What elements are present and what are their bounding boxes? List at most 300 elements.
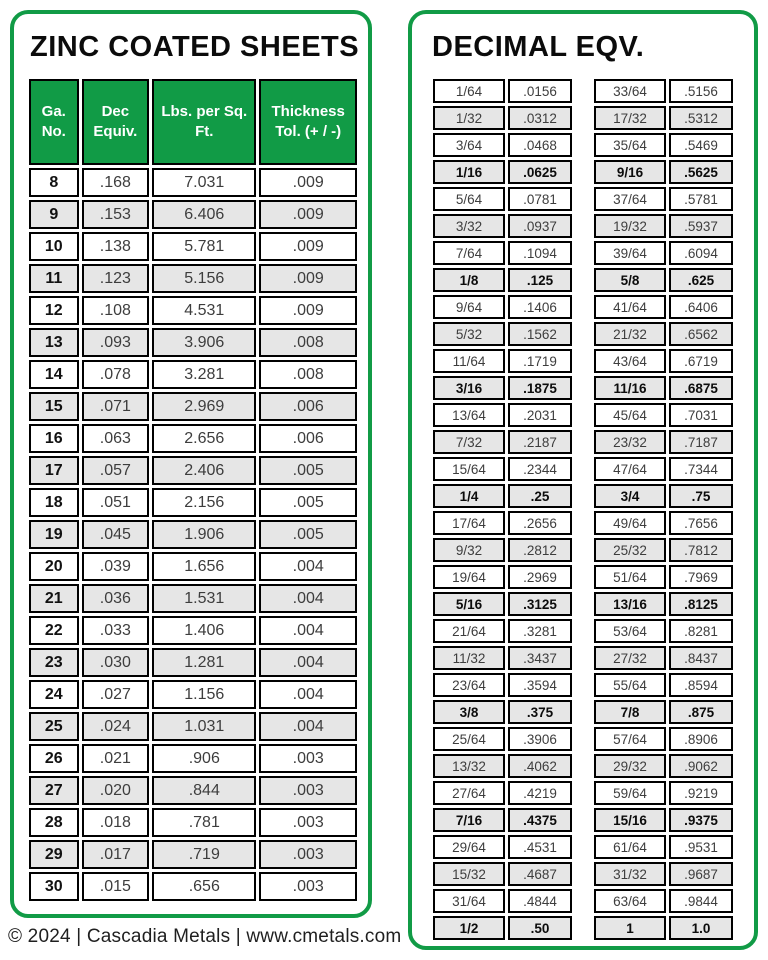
decimal-table-row bbox=[433, 700, 572, 724]
gauge-number-cell: 19 bbox=[29, 520, 79, 549]
fraction-cell: 3/8 bbox=[433, 700, 505, 724]
value-cell: .844 bbox=[152, 776, 256, 805]
value-cell: .071 bbox=[82, 392, 150, 421]
decimal-table-row bbox=[433, 133, 572, 157]
decimal-value-cell: .1406 bbox=[508, 295, 572, 319]
zinc-table-header-row bbox=[29, 79, 357, 165]
fraction-cell: 23/32 bbox=[594, 430, 666, 454]
zinc-table-row bbox=[29, 520, 357, 549]
fraction-cell: 31/32 bbox=[594, 862, 666, 886]
value-cell: .021 bbox=[82, 744, 150, 773]
gauge-number-cell: 11 bbox=[29, 264, 79, 293]
fraction-cell: 11/64 bbox=[433, 349, 505, 373]
decimal-table-row bbox=[433, 619, 572, 643]
value-cell: .168 bbox=[82, 168, 150, 197]
fraction-cell: 3/32 bbox=[433, 214, 505, 238]
decimal-table-row bbox=[594, 619, 733, 643]
decimal-value-cell: .0468 bbox=[508, 133, 572, 157]
decimal-table-row bbox=[433, 457, 572, 481]
value-cell: 1.156 bbox=[152, 680, 256, 709]
decimal-value-cell: .5156 bbox=[669, 79, 733, 103]
decimal-value-cell: .7187 bbox=[669, 430, 733, 454]
value-cell: .009 bbox=[259, 296, 357, 325]
gauge-number-cell: 13 bbox=[29, 328, 79, 357]
gauge-number-cell: 23 bbox=[29, 648, 79, 677]
gauge-number-cell: 25 bbox=[29, 712, 79, 741]
decimal-table-row bbox=[433, 268, 572, 292]
fraction-cell: 9/16 bbox=[594, 160, 666, 184]
value-cell: .004 bbox=[259, 648, 357, 677]
decimal-table-row bbox=[433, 295, 572, 319]
gauge-number-cell: 16 bbox=[29, 424, 79, 453]
fraction-cell: 19/32 bbox=[594, 214, 666, 238]
fraction-cell: 47/64 bbox=[594, 457, 666, 481]
value-cell: .006 bbox=[259, 424, 357, 453]
decimal-value-cell: .2812 bbox=[508, 538, 572, 562]
value-cell: .005 bbox=[259, 488, 357, 517]
decimal-table-row bbox=[433, 808, 572, 832]
value-cell: 2.406 bbox=[152, 456, 256, 485]
zinc-table-row bbox=[29, 840, 357, 869]
fraction-cell: 1/16 bbox=[433, 160, 505, 184]
decimal-value-cell: .2656 bbox=[508, 511, 572, 535]
decimal-value-cell: .2344 bbox=[508, 457, 572, 481]
decimal-table-row bbox=[433, 322, 572, 346]
value-cell: .006 bbox=[259, 392, 357, 421]
zinc-sheets-title: ZINC COATED SHEETS bbox=[30, 31, 360, 63]
fraction-cell: 17/32 bbox=[594, 106, 666, 130]
decimal-value-cell: .6875 bbox=[669, 376, 733, 400]
decimal-value-cell: .3906 bbox=[508, 727, 572, 751]
zinc-table-row bbox=[29, 200, 357, 229]
decimal-value-cell: .4375 bbox=[508, 808, 572, 832]
fraction-cell: 45/64 bbox=[594, 403, 666, 427]
decimal-value-cell: .7031 bbox=[669, 403, 733, 427]
value-cell: .051 bbox=[82, 488, 150, 517]
fraction-cell: 27/64 bbox=[433, 781, 505, 805]
value-cell: .045 bbox=[82, 520, 150, 549]
decimal-value-cell: .3594 bbox=[508, 673, 572, 697]
decimal-value-cell: .9375 bbox=[669, 808, 733, 832]
value-cell: .781 bbox=[152, 808, 256, 837]
value-cell: .057 bbox=[82, 456, 150, 485]
gauge-number-cell: 15 bbox=[29, 392, 79, 421]
value-cell: .008 bbox=[259, 360, 357, 389]
fraction-cell: 39/64 bbox=[594, 241, 666, 265]
decimal-table-row bbox=[594, 835, 733, 859]
decimal-value-cell: .1875 bbox=[508, 376, 572, 400]
value-cell: 4.531 bbox=[152, 296, 256, 325]
value-cell: .027 bbox=[82, 680, 150, 709]
value-cell: .004 bbox=[259, 712, 357, 741]
decimal-table-row bbox=[433, 160, 572, 184]
decimal-value-cell: 1.0 bbox=[669, 916, 733, 940]
value-cell: .093 bbox=[82, 328, 150, 357]
gauge-number-cell: 10 bbox=[29, 232, 79, 261]
fraction-cell: 1/8 bbox=[433, 268, 505, 292]
decimal-value-cell: .9531 bbox=[669, 835, 733, 859]
decimal-table-row bbox=[594, 430, 733, 454]
gauge-number-cell: 8 bbox=[29, 168, 79, 197]
zinc-table-row bbox=[29, 424, 357, 453]
value-cell: .108 bbox=[82, 296, 150, 325]
decimal-table-row bbox=[594, 673, 733, 697]
fraction-cell: 1/2 bbox=[433, 916, 505, 940]
fraction-cell: 25/64 bbox=[433, 727, 505, 751]
value-cell: .030 bbox=[82, 648, 150, 677]
value-cell: .004 bbox=[259, 552, 357, 581]
fraction-cell: 15/16 bbox=[594, 808, 666, 832]
gauge-number-cell: 14 bbox=[29, 360, 79, 389]
decimal-value-cell: .1094 bbox=[508, 241, 572, 265]
decimal-value-cell: .8906 bbox=[669, 727, 733, 751]
decimal-value-cell: .875 bbox=[669, 700, 733, 724]
decimal-table-row bbox=[433, 106, 572, 130]
fraction-cell: 3/16 bbox=[433, 376, 505, 400]
decimal-value-cell: .0937 bbox=[508, 214, 572, 238]
decimal-table-right bbox=[591, 76, 736, 943]
decimal-value-cell: .9844 bbox=[669, 889, 733, 913]
zinc-table-row bbox=[29, 296, 357, 325]
value-cell: .004 bbox=[259, 616, 357, 645]
decimal-table-row bbox=[594, 754, 733, 778]
fraction-cell: 15/32 bbox=[433, 862, 505, 886]
decimal-table-row bbox=[433, 835, 572, 859]
zinc-table-row bbox=[29, 456, 357, 485]
decimal-table-row bbox=[433, 484, 572, 508]
value-cell: .036 bbox=[82, 584, 150, 613]
decimal-table-left bbox=[430, 76, 575, 943]
fraction-cell: 11/16 bbox=[594, 376, 666, 400]
decimal-value-cell: .6094 bbox=[669, 241, 733, 265]
value-cell: .017 bbox=[82, 840, 150, 869]
fraction-cell: 35/64 bbox=[594, 133, 666, 157]
decimal-table-row bbox=[594, 295, 733, 319]
decimal-value-cell: .9687 bbox=[669, 862, 733, 886]
value-cell: 1.031 bbox=[152, 712, 256, 741]
value-cell: .003 bbox=[259, 776, 357, 805]
fraction-cell: 51/64 bbox=[594, 565, 666, 589]
decimal-value-cell: .0625 bbox=[508, 160, 572, 184]
zinc-table-row bbox=[29, 712, 357, 741]
decimal-value-cell: .5312 bbox=[669, 106, 733, 130]
decimal-value-cell: .4687 bbox=[508, 862, 572, 886]
decimal-value-cell: .2187 bbox=[508, 430, 572, 454]
zinc-table-row bbox=[29, 584, 357, 613]
decimal-table-row bbox=[433, 241, 572, 265]
fraction-cell: 41/64 bbox=[594, 295, 666, 319]
value-cell: .004 bbox=[259, 680, 357, 709]
decimal-table-row bbox=[433, 403, 572, 427]
decimal-value-cell: .375 bbox=[508, 700, 572, 724]
decimal-table-row bbox=[594, 781, 733, 805]
value-cell: .003 bbox=[259, 872, 357, 901]
decimal-value-cell: .8437 bbox=[669, 646, 733, 670]
zinc-table-row bbox=[29, 680, 357, 709]
decimal-value-cell: .5469 bbox=[669, 133, 733, 157]
decimal-value-cell: .9062 bbox=[669, 754, 733, 778]
decimal-table-row bbox=[594, 592, 733, 616]
value-cell: 5.156 bbox=[152, 264, 256, 293]
value-cell: .003 bbox=[259, 744, 357, 773]
value-cell: 1.906 bbox=[152, 520, 256, 549]
fraction-cell: 19/64 bbox=[433, 565, 505, 589]
decimal-table-row bbox=[594, 322, 733, 346]
value-cell: 1.281 bbox=[152, 648, 256, 677]
value-cell: .008 bbox=[259, 328, 357, 357]
decimal-table-row bbox=[433, 889, 572, 913]
fraction-cell: 27/32 bbox=[594, 646, 666, 670]
decimal-table-row bbox=[594, 214, 733, 238]
fraction-cell: 7/64 bbox=[433, 241, 505, 265]
value-cell: .138 bbox=[82, 232, 150, 261]
decimal-table-row bbox=[433, 214, 572, 238]
fraction-cell: 53/64 bbox=[594, 619, 666, 643]
decimal-table-row bbox=[433, 79, 572, 103]
fraction-cell: 9/64 bbox=[433, 295, 505, 319]
decimal-table-row bbox=[594, 106, 733, 130]
zinc-table-row bbox=[29, 552, 357, 581]
decimal-value-cell: .2031 bbox=[508, 403, 572, 427]
fraction-cell: 1/64 bbox=[433, 79, 505, 103]
gauge-number-cell: 24 bbox=[29, 680, 79, 709]
decimal-value-cell: .50 bbox=[508, 916, 572, 940]
gauge-number-cell: 22 bbox=[29, 616, 79, 645]
decimal-table-row bbox=[594, 565, 733, 589]
decimal-value-cell: .125 bbox=[508, 268, 572, 292]
decimal-table-row bbox=[594, 241, 733, 265]
decimal-value-cell: .4062 bbox=[508, 754, 572, 778]
value-cell: .033 bbox=[82, 616, 150, 645]
decimal-table-row bbox=[594, 700, 733, 724]
gauge-number-cell: 20 bbox=[29, 552, 79, 581]
decimal-value-cell: .3437 bbox=[508, 646, 572, 670]
decimal-value-cell: .7969 bbox=[669, 565, 733, 589]
zinc-table-row bbox=[29, 872, 357, 901]
value-cell: .009 bbox=[259, 232, 357, 261]
decimal-table-row bbox=[433, 916, 572, 940]
decimal-value-cell: .25 bbox=[508, 484, 572, 508]
zinc-table-row bbox=[29, 232, 357, 261]
decimal-value-cell: .625 bbox=[669, 268, 733, 292]
decimal-table-row bbox=[594, 889, 733, 913]
value-cell: 2.156 bbox=[152, 488, 256, 517]
value-cell: .063 bbox=[82, 424, 150, 453]
fraction-cell: 43/64 bbox=[594, 349, 666, 373]
value-cell: 3.281 bbox=[152, 360, 256, 389]
decimal-table-row bbox=[433, 538, 572, 562]
fraction-cell: 29/32 bbox=[594, 754, 666, 778]
zinc-table-row bbox=[29, 616, 357, 645]
decimal-value-cell: .5937 bbox=[669, 214, 733, 238]
value-cell: .009 bbox=[259, 168, 357, 197]
fraction-cell: 57/64 bbox=[594, 727, 666, 751]
decimal-table-row bbox=[594, 187, 733, 211]
fraction-cell: 63/64 bbox=[594, 889, 666, 913]
decimal-table-row bbox=[594, 538, 733, 562]
decimal-value-cell: .1562 bbox=[508, 322, 572, 346]
value-cell: 2.656 bbox=[152, 424, 256, 453]
value-cell: .003 bbox=[259, 840, 357, 869]
decimal-table-row bbox=[594, 133, 733, 157]
fraction-cell: 13/64 bbox=[433, 403, 505, 427]
gauge-number-cell: 17 bbox=[29, 456, 79, 485]
zinc-column-header: Dec Equiv. bbox=[82, 79, 150, 165]
footer-credit: © 2024 | Cascadia Metals | www.cmetals.com bbox=[8, 926, 402, 947]
decimal-value-cell: .1719 bbox=[508, 349, 572, 373]
decimal-table-row bbox=[433, 754, 572, 778]
gauge-number-cell: 12 bbox=[29, 296, 79, 325]
fraction-cell: 31/64 bbox=[433, 889, 505, 913]
fraction-cell: 5/64 bbox=[433, 187, 505, 211]
decimal-table-row bbox=[594, 79, 733, 103]
zinc-table-row bbox=[29, 648, 357, 677]
zinc-table-row bbox=[29, 808, 357, 837]
decimal-table-row bbox=[594, 160, 733, 184]
decimal-table-row bbox=[594, 349, 733, 373]
decimal-value-cell: .8281 bbox=[669, 619, 733, 643]
fraction-cell: 9/32 bbox=[433, 538, 505, 562]
fraction-cell: 13/32 bbox=[433, 754, 505, 778]
decimal-value-cell: .5781 bbox=[669, 187, 733, 211]
fraction-cell: 59/64 bbox=[594, 781, 666, 805]
value-cell: .078 bbox=[82, 360, 150, 389]
decimal-value-cell: .0156 bbox=[508, 79, 572, 103]
value-cell: .005 bbox=[259, 456, 357, 485]
decimal-tables-container bbox=[412, 76, 754, 943]
fraction-cell: 7/16 bbox=[433, 808, 505, 832]
zinc-table-row bbox=[29, 360, 357, 389]
decimal-table-row bbox=[433, 781, 572, 805]
decimal-value-cell: .7656 bbox=[669, 511, 733, 535]
gauge-number-cell: 29 bbox=[29, 840, 79, 869]
decimal-value-cell: .6562 bbox=[669, 322, 733, 346]
decimal-value-cell: .0312 bbox=[508, 106, 572, 130]
zinc-table-row bbox=[29, 488, 357, 517]
fraction-cell: 17/64 bbox=[433, 511, 505, 535]
zinc-column-header: Ga. No. bbox=[29, 79, 79, 165]
decimal-table-row bbox=[433, 430, 572, 454]
decimal-value-cell: .2969 bbox=[508, 565, 572, 589]
gauge-number-cell: 28 bbox=[29, 808, 79, 837]
value-cell: .009 bbox=[259, 264, 357, 293]
decimal-value-cell: .9219 bbox=[669, 781, 733, 805]
gauge-number-cell: 18 bbox=[29, 488, 79, 517]
decimal-table-row bbox=[433, 592, 572, 616]
decimal-table-row bbox=[594, 727, 733, 751]
zinc-table-row bbox=[29, 744, 357, 773]
zinc-table-row bbox=[29, 392, 357, 421]
value-cell: 1.531 bbox=[152, 584, 256, 613]
value-cell: 5.781 bbox=[152, 232, 256, 261]
decimal-value-cell: .4531 bbox=[508, 835, 572, 859]
value-cell: .039 bbox=[82, 552, 150, 581]
fraction-cell: 55/64 bbox=[594, 673, 666, 697]
value-cell: .003 bbox=[259, 808, 357, 837]
zinc-table-row bbox=[29, 776, 357, 805]
fraction-cell: 33/64 bbox=[594, 79, 666, 103]
value-cell: .005 bbox=[259, 520, 357, 549]
value-cell: .004 bbox=[259, 584, 357, 613]
decimal-table-row bbox=[433, 565, 572, 589]
decimal-value-cell: .8594 bbox=[669, 673, 733, 697]
decimal-table-row bbox=[594, 376, 733, 400]
decimal-value-cell: .3125 bbox=[508, 592, 572, 616]
fraction-cell: 5/16 bbox=[433, 592, 505, 616]
fraction-cell: 5/32 bbox=[433, 322, 505, 346]
value-cell: 1.656 bbox=[152, 552, 256, 581]
value-cell: 2.969 bbox=[152, 392, 256, 421]
value-cell: .020 bbox=[82, 776, 150, 805]
decimal-value-cell: .7344 bbox=[669, 457, 733, 481]
gauge-number-cell: 30 bbox=[29, 872, 79, 901]
decimal-value-cell: .6406 bbox=[669, 295, 733, 319]
decimal-value-cell: .75 bbox=[669, 484, 733, 508]
decimal-table-row bbox=[433, 727, 572, 751]
value-cell: 3.906 bbox=[152, 328, 256, 357]
decimal-table-row bbox=[433, 187, 572, 211]
decimal-table-row bbox=[594, 511, 733, 535]
decimal-eqv-panel bbox=[408, 10, 758, 950]
fraction-cell: 1/4 bbox=[433, 484, 505, 508]
gauge-number-cell: 9 bbox=[29, 200, 79, 229]
value-cell: .656 bbox=[152, 872, 256, 901]
value-cell: .024 bbox=[82, 712, 150, 741]
value-cell: .018 bbox=[82, 808, 150, 837]
fraction-cell: 1/32 bbox=[433, 106, 505, 130]
zinc-column-header: Thickness Tol. (+ / -) bbox=[259, 79, 357, 165]
fraction-cell: 49/64 bbox=[594, 511, 666, 535]
value-cell: .719 bbox=[152, 840, 256, 869]
zinc-sheets-panel bbox=[10, 10, 372, 918]
decimal-value-cell: .6719 bbox=[669, 349, 733, 373]
decimal-table-row bbox=[433, 511, 572, 535]
decimal-value-cell: .5625 bbox=[669, 160, 733, 184]
zinc-sheets-table bbox=[26, 76, 360, 904]
zinc-column-header: Lbs. per Sq. Ft. bbox=[152, 79, 256, 165]
decimal-table-row bbox=[594, 862, 733, 886]
decimal-table-row bbox=[433, 646, 572, 670]
value-cell: 1.406 bbox=[152, 616, 256, 645]
decimal-table-row bbox=[433, 862, 572, 886]
fraction-cell: 29/64 bbox=[433, 835, 505, 859]
decimal-eqv-title: DECIMAL EQV. bbox=[432, 31, 645, 63]
decimal-value-cell: .4844 bbox=[508, 889, 572, 913]
decimal-value-cell: .4219 bbox=[508, 781, 572, 805]
decimal-table-row bbox=[594, 646, 733, 670]
decimal-table-row bbox=[433, 376, 572, 400]
decimal-table-row bbox=[433, 349, 572, 373]
fraction-cell: 3/4 bbox=[594, 484, 666, 508]
fraction-cell: 37/64 bbox=[594, 187, 666, 211]
fraction-cell: 21/32 bbox=[594, 322, 666, 346]
decimal-table-row bbox=[594, 916, 733, 940]
fraction-cell: 61/64 bbox=[594, 835, 666, 859]
fraction-cell: 13/16 bbox=[594, 592, 666, 616]
decimal-value-cell: .0781 bbox=[508, 187, 572, 211]
gauge-number-cell: 26 bbox=[29, 744, 79, 773]
decimal-table-row bbox=[433, 673, 572, 697]
decimal-table-row bbox=[594, 808, 733, 832]
decimal-value-cell: .8125 bbox=[669, 592, 733, 616]
fraction-cell: 11/32 bbox=[433, 646, 505, 670]
decimal-value-cell: .7812 bbox=[669, 538, 733, 562]
zinc-table-row bbox=[29, 328, 357, 357]
value-cell: .906 bbox=[152, 744, 256, 773]
gauge-number-cell: 27 bbox=[29, 776, 79, 805]
decimal-table-row bbox=[594, 457, 733, 481]
value-cell: .015 bbox=[82, 872, 150, 901]
